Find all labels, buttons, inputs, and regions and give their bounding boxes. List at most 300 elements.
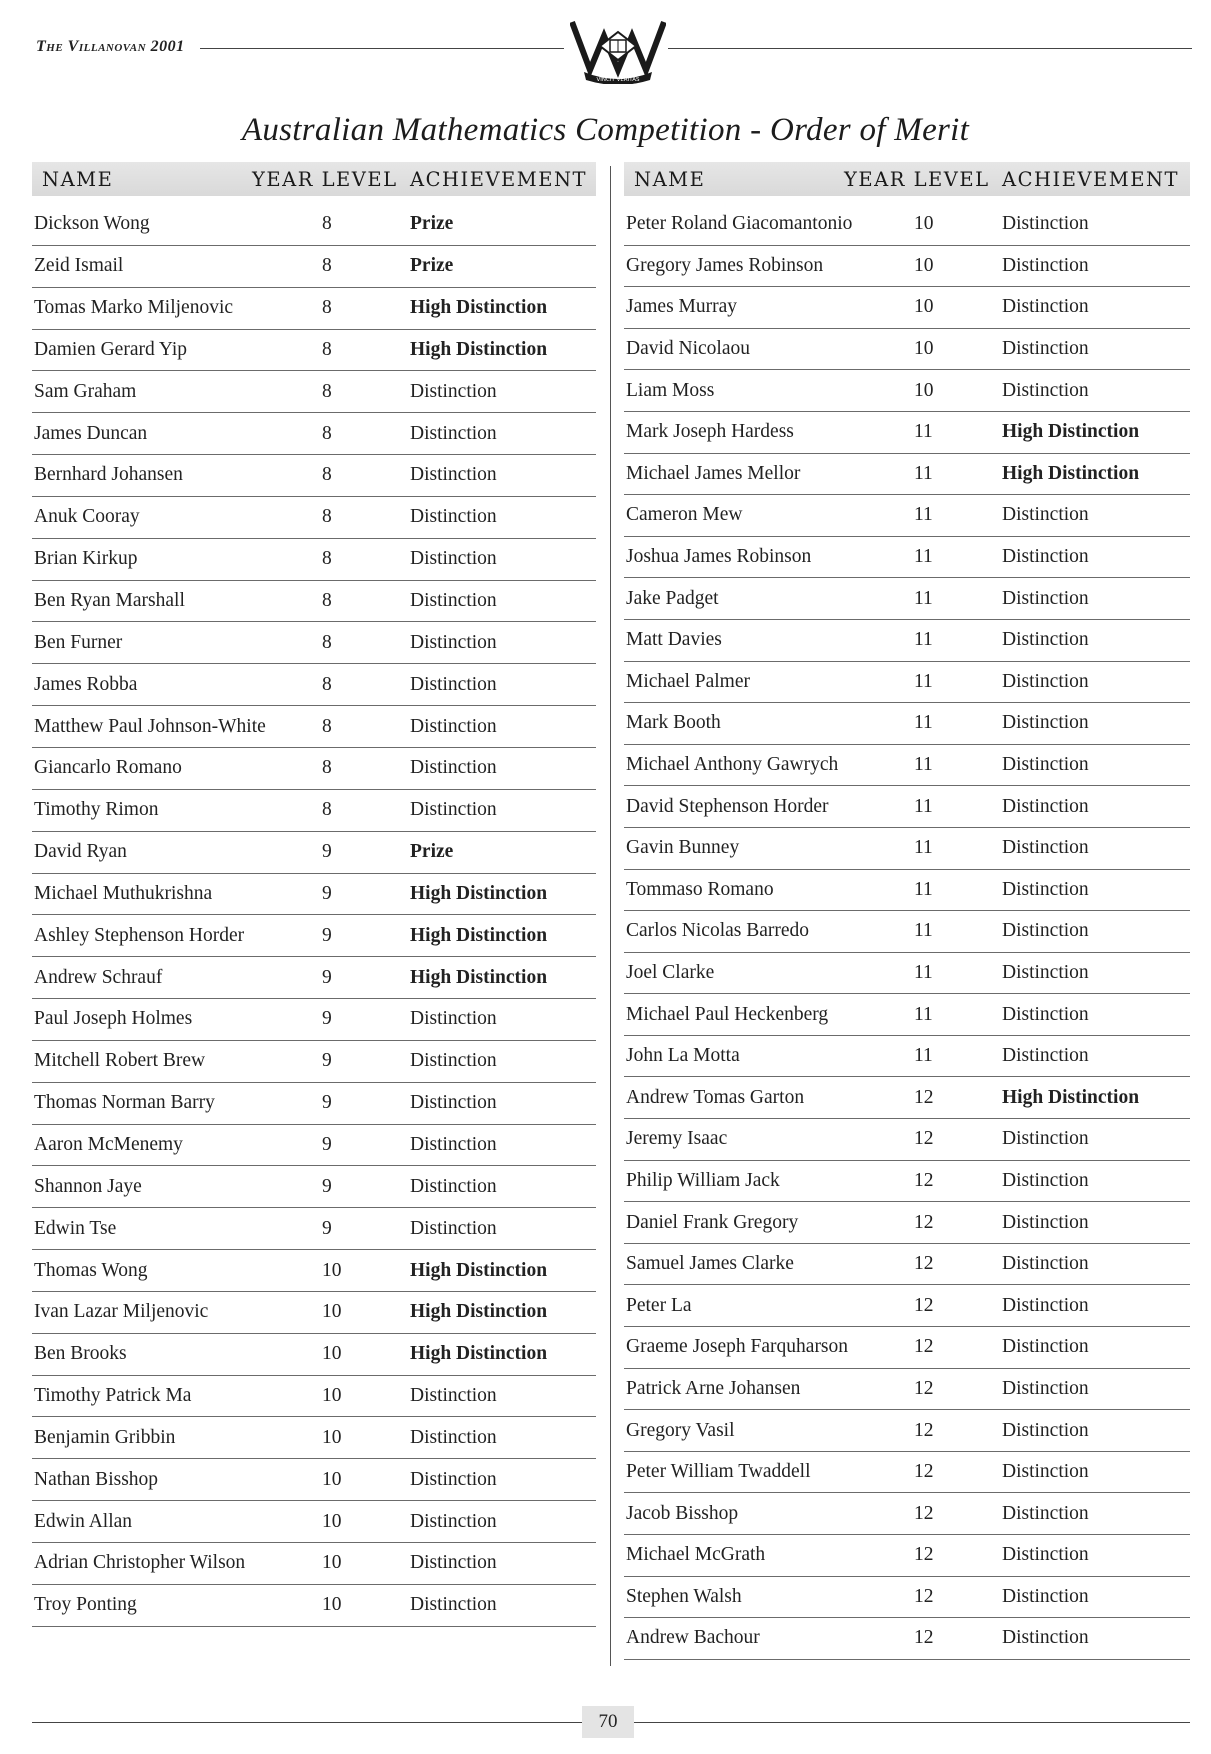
year-level: 9 (322, 1050, 332, 1072)
achievement: High Distinction (410, 297, 548, 319)
student-name: Benjamin Gribbin (34, 1426, 176, 1448)
student-name: Brian Kirkup (34, 548, 138, 570)
year-level: 11 (914, 504, 933, 526)
year-level: 11 (914, 670, 933, 692)
table-row (32, 1417, 596, 1459)
achievement: Distinction (410, 1426, 497, 1448)
table-row (624, 578, 1190, 620)
year-level: 11 (914, 878, 933, 900)
year-level: 10 (322, 1259, 342, 1281)
table-row (32, 330, 596, 372)
student-name: Philip William Jack (626, 1169, 780, 1191)
footer-rule-right (634, 1722, 1190, 1723)
achievement: Distinction (1002, 1045, 1089, 1067)
table-row (32, 832, 596, 874)
achievement: Prize (410, 213, 454, 235)
table-row (624, 454, 1190, 496)
year-level: 11 (914, 961, 933, 983)
year-level: 11 (914, 629, 933, 651)
student-name: Stephen Walsh (626, 1585, 742, 1607)
student-name: James Murray (626, 296, 738, 318)
running-head-prefix: The (36, 38, 64, 55)
student-name: Mark Booth (626, 712, 721, 734)
achievement: Distinction (1002, 1377, 1089, 1399)
achievement: Distinction (410, 631, 497, 653)
student-name: Peter Roland Giacomantonio (626, 213, 853, 235)
student-name: Edwin Allan (34, 1510, 133, 1532)
achievement: High Distinction (410, 1343, 548, 1365)
achievement: Distinction (1002, 1336, 1089, 1358)
header-rule-right (668, 48, 1192, 49)
achievement: Distinction (410, 1468, 497, 1490)
table-row (624, 1618, 1190, 1660)
year-level: 12 (914, 1544, 934, 1566)
table-row (624, 745, 1190, 787)
student-name: Shannon Jaye (34, 1175, 142, 1197)
student-name: Thomas Wong (34, 1259, 148, 1281)
student-name: Samuel James Clarke (626, 1253, 794, 1275)
student-name: Bernhard Johansen (34, 464, 183, 486)
student-name: Gavin Bunney (626, 837, 740, 859)
achievement: Distinction (1002, 338, 1089, 360)
student-name: Sam Graham (34, 380, 137, 402)
table-row (624, 703, 1190, 745)
table-row (32, 622, 596, 664)
achievement: Distinction (1002, 546, 1089, 568)
student-name: John La Motta (626, 1045, 740, 1067)
achievement: Distinction (410, 757, 497, 779)
table-row (32, 1334, 596, 1376)
table-row (624, 662, 1190, 704)
achievement: Distinction (1002, 920, 1089, 942)
year-level: 12 (914, 1585, 934, 1607)
header-year-level: YEAR LEVEL (252, 167, 398, 191)
table-row (32, 413, 596, 455)
achievement: Distinction (1002, 213, 1089, 235)
year-level: 11 (914, 712, 933, 734)
year-level: 8 (322, 380, 332, 402)
table-row (32, 1041, 596, 1083)
merit-table-right (624, 162, 1190, 1660)
student-name: Andrew Bachour (626, 1627, 760, 1649)
achievement: Distinction (410, 380, 497, 402)
year-level: 9 (322, 882, 332, 904)
page-title: Australian Mathematics Competition - Order of Merit (241, 112, 970, 148)
achievement: Distinction (410, 1594, 497, 1616)
achievement: High Distinction (410, 1301, 548, 1323)
year-level: 12 (914, 1211, 934, 1233)
table-row (32, 790, 596, 832)
table-row (624, 994, 1190, 1036)
year-level: 9 (322, 924, 332, 946)
table-row (624, 786, 1190, 828)
achievement: High Distinction (410, 882, 548, 904)
student-name: Graeme Joseph Farquharson (626, 1336, 849, 1358)
header-name: NAME (634, 167, 706, 191)
achievement: Distinction (410, 1133, 497, 1155)
achievement: Distinction (1002, 878, 1089, 900)
year-level: 10 (322, 1594, 342, 1616)
student-name: Anuk Cooray (34, 506, 140, 528)
achievement: Distinction (1002, 1211, 1089, 1233)
year-level: 10 (914, 296, 934, 318)
table-row (32, 706, 596, 748)
table-row (32, 497, 596, 539)
achievement: Distinction (410, 1092, 497, 1114)
year-level: 9 (322, 1175, 332, 1197)
achievement: High Distinction (1002, 462, 1140, 484)
table-row (32, 371, 596, 413)
table-row (624, 287, 1190, 329)
student-name: Andrew Tomas Garton (626, 1086, 805, 1108)
student-name: Matt Davies (626, 629, 722, 651)
year-level: 12 (914, 1086, 934, 1108)
achievement: Distinction (410, 590, 497, 612)
table-row (624, 537, 1190, 579)
table-row (624, 1077, 1190, 1119)
footer-rule-left (32, 1722, 582, 1723)
header-rule-left (200, 48, 564, 49)
student-name: Matthew Paul Johnson-White (34, 715, 266, 737)
year-level: 8 (322, 548, 332, 570)
table-row (624, 1369, 1190, 1411)
table-row (32, 999, 596, 1041)
student-name: Michael Muthukrishna (34, 882, 213, 904)
year-level: 12 (914, 1169, 934, 1191)
merit-table-left (32, 162, 596, 1627)
year-level: 12 (914, 1336, 934, 1358)
achievement: Distinction (1002, 795, 1089, 817)
running-head (36, 38, 185, 56)
achievement: Distinction (1002, 712, 1089, 734)
year-level: 8 (322, 464, 332, 486)
header-year-level: YEAR LEVEL (844, 167, 990, 191)
student-name: Carlos Nicolas Barredo (626, 920, 810, 942)
year-level: 8 (322, 422, 332, 444)
table-row (32, 1376, 596, 1418)
table-row (624, 953, 1190, 995)
year-level: 9 (322, 841, 332, 863)
year-level: 11 (914, 837, 933, 859)
achievement: Distinction (1002, 1419, 1089, 1441)
table-row (32, 1250, 596, 1292)
achievement: Distinction (1002, 1294, 1089, 1316)
table-row (624, 1410, 1190, 1452)
year-level: 9 (322, 1092, 332, 1114)
achievement: Distinction (410, 464, 497, 486)
table-row (32, 288, 596, 330)
student-name: Dickson Wong (34, 213, 150, 235)
table-row (32, 957, 596, 999)
student-name: Tommaso Romano (626, 878, 774, 900)
table-header-right (624, 162, 1190, 196)
table-row (32, 204, 596, 246)
student-name: James Duncan (34, 422, 148, 444)
achievement: Distinction (410, 1217, 497, 1239)
student-name: Joshua James Robinson (626, 546, 812, 568)
table-row (624, 1493, 1190, 1535)
student-name: Ben Brooks (34, 1343, 127, 1365)
table-row (624, 1244, 1190, 1286)
table-row (624, 370, 1190, 412)
year-level: 10 (914, 338, 934, 360)
student-name: Daniel Frank Gregory (626, 1211, 799, 1233)
table-row (32, 1083, 596, 1125)
achievement: High Distinction (410, 1259, 548, 1281)
year-level: 9 (322, 966, 332, 988)
student-name: Michael Anthony Gawrych (626, 754, 839, 776)
logo-motto: VINCIT VERITAS (596, 77, 640, 83)
student-name: Ben Furner (34, 631, 123, 653)
achievement: Distinction (1002, 379, 1089, 401)
achievement: Distinction (1002, 1169, 1089, 1191)
achievement: Distinction (1002, 1461, 1089, 1483)
year-level: 12 (914, 1627, 934, 1649)
year-level: 8 (322, 297, 332, 319)
student-name: Mitchell Robert Brew (34, 1050, 206, 1072)
achievement: Distinction (410, 548, 497, 570)
achievement: Distinction (410, 1385, 497, 1407)
student-name: David Stephenson Horder (626, 795, 829, 817)
year-level: 12 (914, 1502, 934, 1524)
achievement: Distinction (410, 1008, 497, 1030)
achievement: Distinction (1002, 961, 1089, 983)
student-name: Andrew Schrauf (34, 966, 163, 988)
achievement: Distinction (1002, 1253, 1089, 1275)
student-name: Mark Joseph Hardess (626, 421, 794, 443)
achievement: Distinction (1002, 254, 1089, 276)
table-row (624, 1327, 1190, 1369)
student-name: Thomas Norman Barry (34, 1092, 215, 1114)
year-level: 9 (322, 1133, 332, 1155)
table-row (32, 1585, 596, 1627)
student-name: Edwin Tse (34, 1217, 117, 1239)
table-row (624, 1202, 1190, 1244)
table-body-right (624, 204, 1190, 1660)
achievement: Distinction (410, 506, 497, 528)
table-row (624, 870, 1190, 912)
year-level: 8 (322, 757, 332, 779)
header-achievement: ACHIEVEMENT (410, 167, 588, 191)
student-name: Patrick Arne Johansen (626, 1377, 801, 1399)
year-level: 11 (914, 754, 933, 776)
year-level: 10 (322, 1426, 342, 1448)
table-row (624, 620, 1190, 662)
year-level: 12 (914, 1377, 934, 1399)
student-name: Giancarlo Romano (34, 757, 182, 779)
achievement: Distinction (410, 715, 497, 737)
table-row (624, 1452, 1190, 1494)
year-level: 12 (914, 1253, 934, 1275)
achievement: High Distinction (410, 338, 548, 360)
achievement: Distinction (1002, 1627, 1089, 1649)
year-level: 10 (322, 1301, 342, 1323)
achievement: Prize (410, 841, 454, 863)
achievement: Distinction (1002, 1585, 1089, 1607)
table-row (32, 539, 596, 581)
year-level: 8 (322, 213, 332, 235)
year-level: 10 (322, 1343, 342, 1365)
student-name: David Ryan (34, 841, 127, 863)
table-row (32, 1208, 596, 1250)
table-row (624, 1119, 1190, 1161)
table-row (32, 1292, 596, 1334)
table-row (624, 495, 1190, 537)
table-row (624, 204, 1190, 246)
achievement: Distinction (410, 1175, 497, 1197)
year-level: 9 (322, 1008, 332, 1030)
student-name: Jeremy Isaac (626, 1128, 728, 1150)
table-row (32, 455, 596, 497)
page-number: 70 (582, 1706, 634, 1738)
achievement: High Distinction (410, 966, 548, 988)
achievement: High Distinction (410, 924, 548, 946)
table-row (624, 1285, 1190, 1327)
table-row (32, 1459, 596, 1501)
year-level: 8 (322, 799, 332, 821)
year-level: 8 (322, 338, 332, 360)
student-name: James Robba (34, 673, 138, 695)
table-body-left (32, 204, 596, 1627)
year-level: 8 (322, 673, 332, 695)
year-level: 12 (914, 1128, 934, 1150)
year-level: 10 (322, 1552, 342, 1574)
table-row (624, 329, 1190, 371)
achievement: Distinction (1002, 296, 1089, 318)
table-row (32, 915, 596, 957)
table-row (32, 1166, 596, 1208)
year-level: 11 (914, 421, 933, 443)
achievement: Distinction (1002, 1502, 1089, 1524)
student-name: Michael Paul Heckenberg (626, 1003, 829, 1025)
student-name: Joel Clarke (626, 961, 715, 983)
achievement: Distinction (1002, 1128, 1089, 1150)
table-row (624, 828, 1190, 870)
achievement: Distinction (1002, 670, 1089, 692)
achievement: Distinction (1002, 837, 1089, 859)
student-name: Adrian Christopher Wilson (34, 1552, 246, 1574)
achievement: Distinction (410, 1552, 497, 1574)
student-name: Timothy Rimon (34, 799, 159, 821)
table-row (624, 1161, 1190, 1203)
student-name: Peter William Twaddell (626, 1461, 811, 1483)
student-name: Ashley Stephenson Horder (34, 924, 245, 946)
student-name: Liam Moss (626, 379, 715, 401)
header-name: NAME (42, 167, 114, 191)
student-name: Tomas Marko Miljenovic (34, 297, 234, 319)
table-row (624, 911, 1190, 953)
table-row (32, 581, 596, 623)
year-level: 12 (914, 1461, 934, 1483)
year-level: 9 (322, 1217, 332, 1239)
achievement: High Distinction (1002, 421, 1140, 443)
student-name: Jacob Bisshop (626, 1502, 739, 1524)
achievement: Distinction (410, 799, 497, 821)
year-level: 11 (914, 1045, 933, 1067)
year-level: 11 (914, 795, 933, 817)
student-name: Gregory Vasil (626, 1419, 735, 1441)
achievement: Distinction (410, 673, 497, 695)
student-name: Cameron Mew (626, 504, 743, 526)
student-name: Timothy Patrick Ma (34, 1385, 192, 1407)
achievement: High Distinction (1002, 1086, 1140, 1108)
achievement: Distinction (1002, 587, 1089, 609)
student-name: Michael McGrath (626, 1544, 766, 1566)
table-row (624, 412, 1190, 454)
table-row (32, 874, 596, 916)
achievement: Distinction (1002, 504, 1089, 526)
student-name: Peter La (626, 1294, 692, 1316)
table-row (624, 1577, 1190, 1619)
student-name: Ivan Lazar Miljenovic (34, 1301, 209, 1323)
year-level: 11 (914, 546, 933, 568)
year-level: 8 (322, 506, 332, 528)
year-level: 8 (322, 255, 332, 277)
table-row (624, 246, 1190, 288)
achievement: Distinction (410, 1050, 497, 1072)
student-name: Zeid Ismail (34, 255, 124, 277)
header-achievement: ACHIEVEMENT (1002, 167, 1180, 191)
column-divider (610, 166, 611, 1666)
student-name: Gregory James Robinson (626, 254, 824, 276)
year-level: 11 (914, 462, 933, 484)
year-level: 10 (914, 254, 934, 276)
year-level: 10 (322, 1510, 342, 1532)
achievement: Distinction (1002, 1544, 1089, 1566)
table-row (32, 664, 596, 706)
running-head-year: 2001 (150, 38, 185, 55)
student-name: Damien Gerard Yip (34, 338, 188, 360)
year-level: 12 (914, 1294, 934, 1316)
year-level: 10 (322, 1385, 342, 1407)
student-name: Jake Padget (626, 587, 719, 609)
student-name: Troy Ponting (34, 1594, 137, 1616)
student-name: Paul Joseph Holmes (34, 1008, 193, 1030)
table-row (624, 1036, 1190, 1078)
achievement: Distinction (1002, 629, 1089, 651)
year-level: 10 (914, 379, 934, 401)
table-row (624, 1535, 1190, 1577)
year-level: 11 (914, 587, 933, 609)
year-level: 10 (914, 213, 934, 235)
achievement: Prize (410, 255, 454, 277)
student-name: Michael Palmer (626, 670, 750, 692)
year-level: 12 (914, 1419, 934, 1441)
table-row (32, 246, 596, 288)
year-level: 8 (322, 715, 332, 737)
table-row (32, 748, 596, 790)
table-row (32, 1543, 596, 1585)
student-name: Aaron McMenemy (34, 1133, 183, 1155)
student-name: Nathan Bisshop (34, 1468, 159, 1490)
achievement: Distinction (410, 422, 497, 444)
year-level: 8 (322, 590, 332, 612)
student-name: David Nicolaou (626, 338, 751, 360)
year-level: 11 (914, 920, 933, 942)
year-level: 11 (914, 1003, 933, 1025)
student-name: Ben Ryan Marshall (34, 590, 185, 612)
table-row (32, 1501, 596, 1543)
year-level: 10 (322, 1468, 342, 1490)
achievement: Distinction (410, 1510, 497, 1532)
achievement: Distinction (1002, 754, 1089, 776)
table-row (32, 1125, 596, 1167)
table-header-left (32, 162, 596, 196)
achievement: Distinction (1002, 1003, 1089, 1025)
student-name: Michael James Mellor (626, 462, 801, 484)
villanova-crest-icon (570, 18, 666, 84)
running-head-name: Villanovan (67, 38, 147, 55)
